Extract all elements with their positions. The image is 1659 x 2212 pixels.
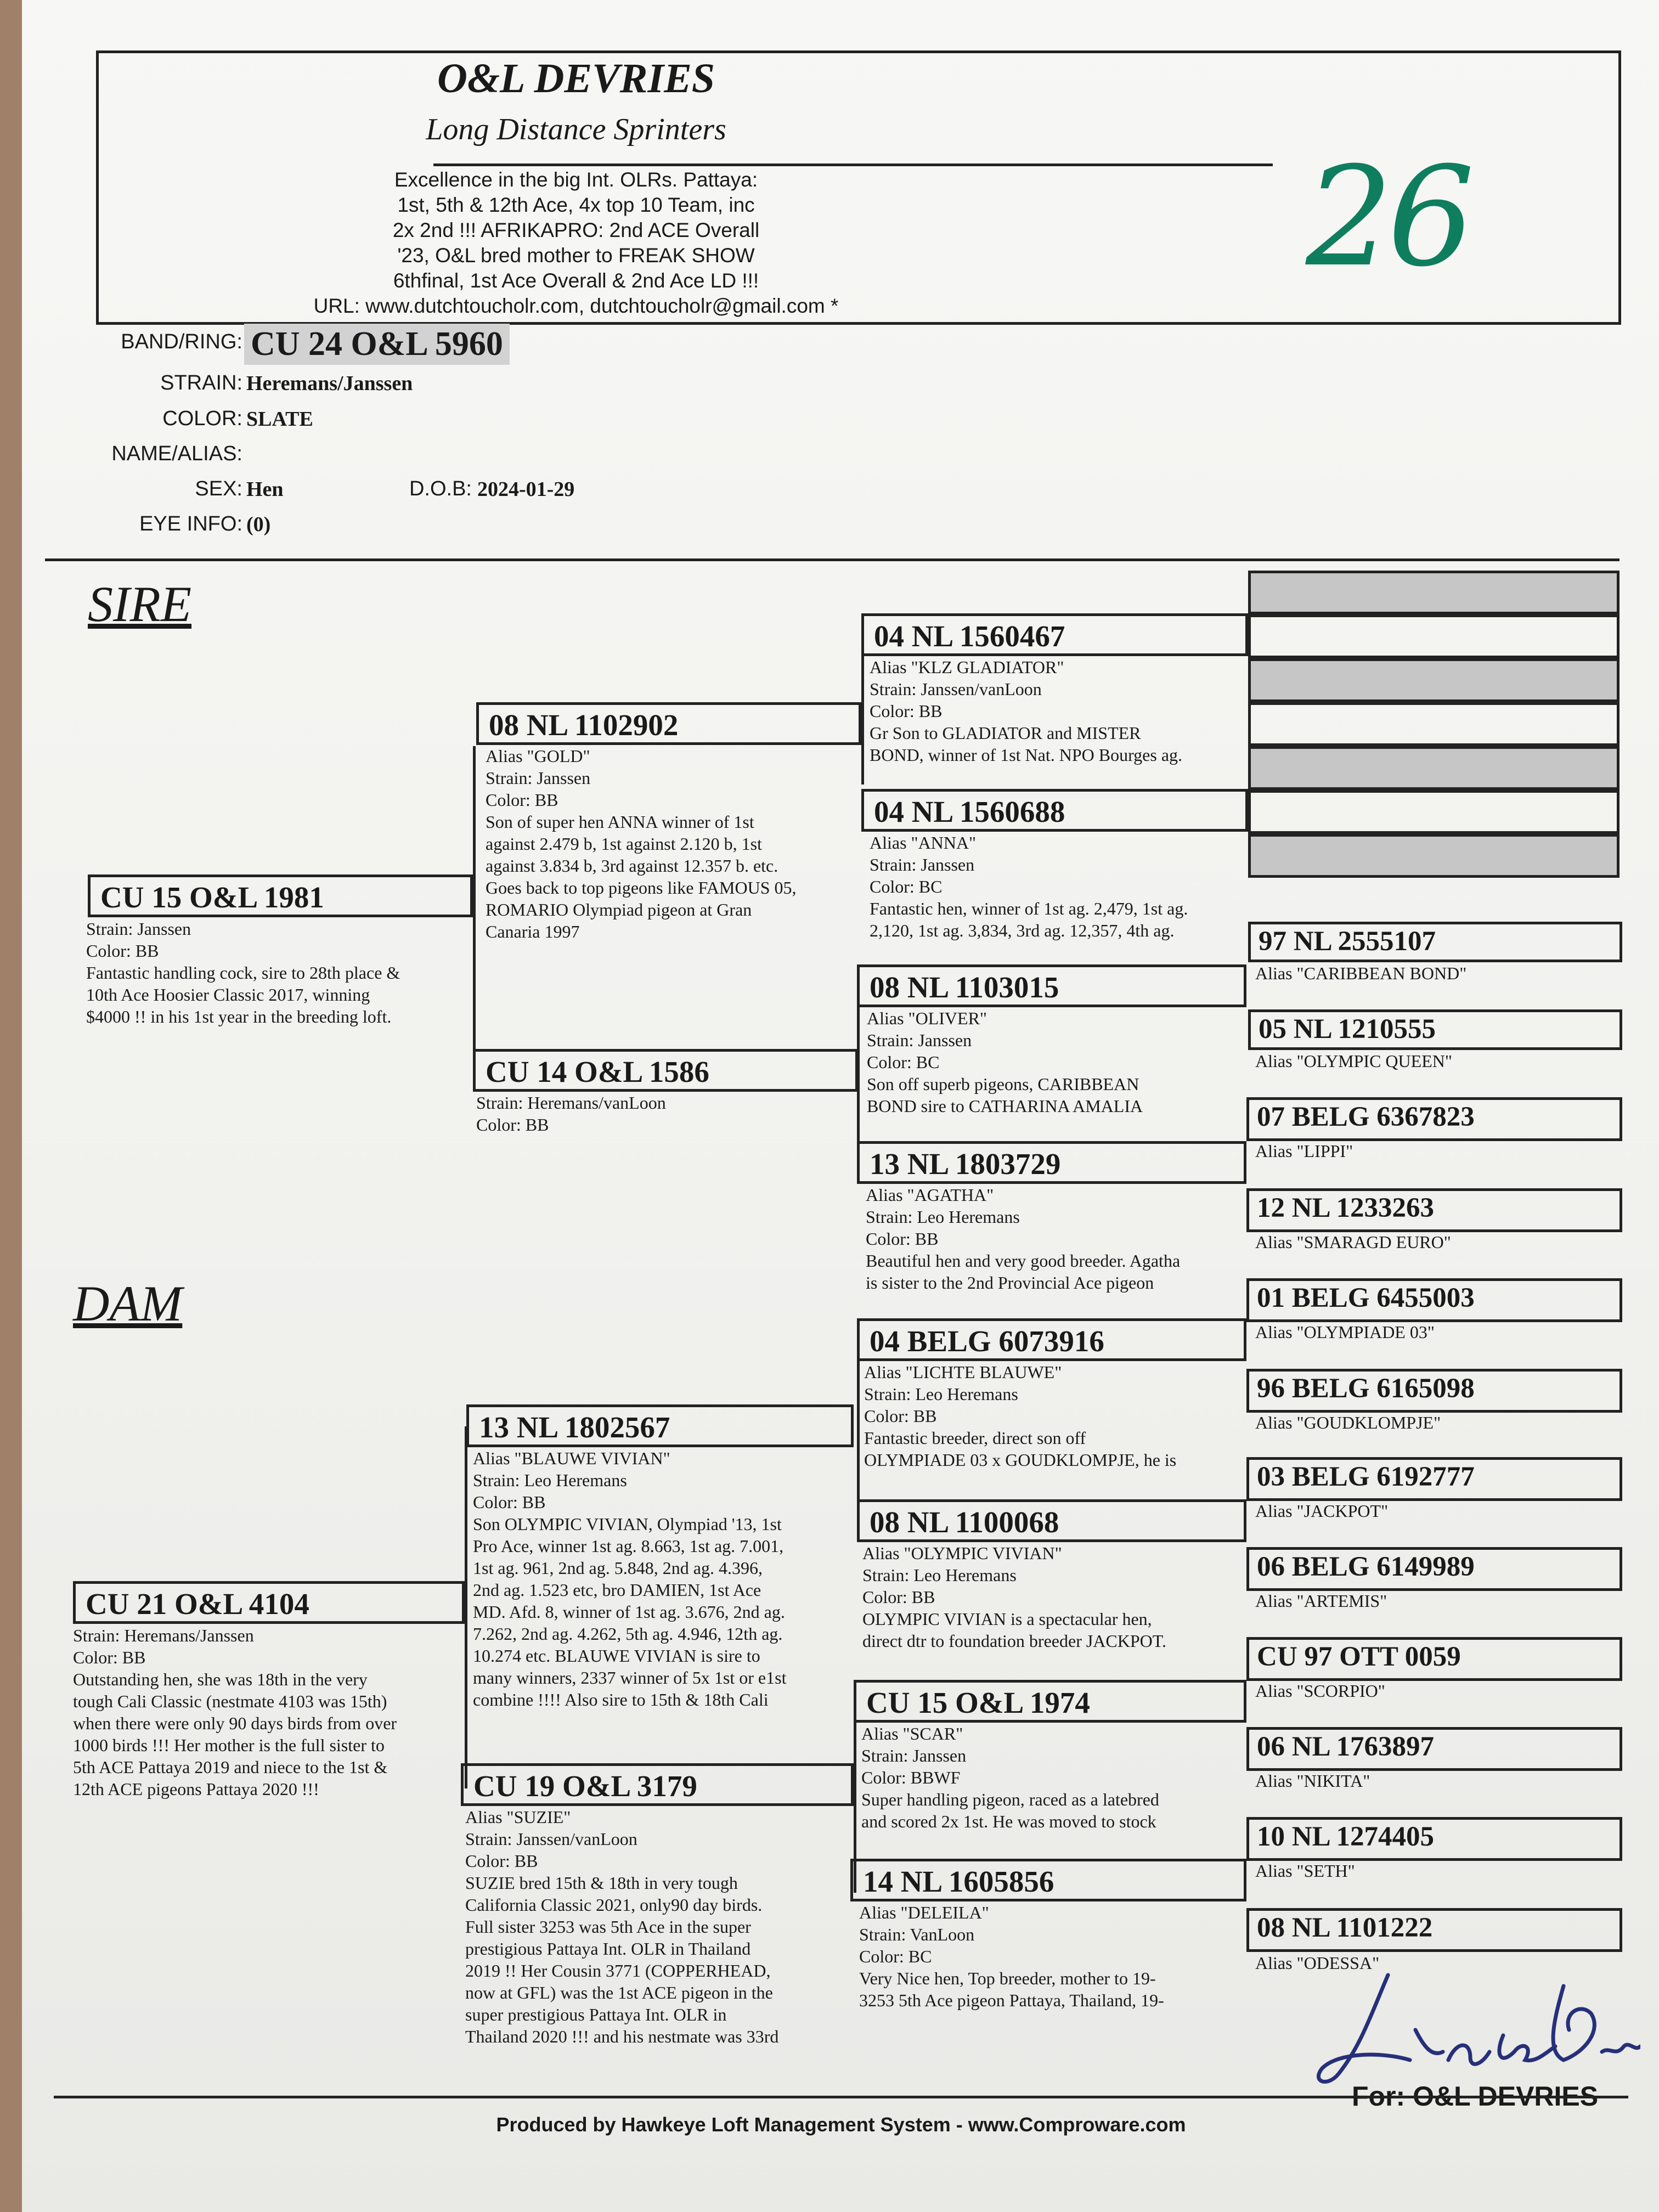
ggp-info-line: Color: BB (862, 1587, 935, 1607)
dob-label: D.O.B: (409, 477, 472, 500)
gp-info-line: Goes back to top pigeons like FAMOUS 05, (486, 878, 797, 898)
ggp-info-line: Alias "OLYMPIC VIVIAN" (862, 1543, 1062, 1563)
dam-info-line: Outstanding hen, she was 18th in the very (73, 1669, 368, 1689)
ggp-info-line: Strain: Janssen (867, 1030, 972, 1050)
subject-sex: Hen (246, 478, 284, 501)
gp-ss-band: 08 NL 1102902 (489, 708, 679, 742)
gggp-alias: Alias "ARTEMIS" (1255, 1591, 1387, 1611)
gp-info-line: Strain: Janssen/vanLoon (465, 1829, 637, 1849)
gp-info-line: Alias "GOLD" (486, 746, 590, 766)
gggp-band: 10 NL 1274405 (1257, 1821, 1435, 1852)
name-alias-label: NAME/ALIAS: (111, 442, 242, 465)
ggp-info-line: Color: BB (870, 701, 943, 721)
gggp-alias: Alias "GOUDKLOMPJE" (1255, 1413, 1441, 1432)
gggp-band-box (1246, 1727, 1622, 1771)
empty-ancestor-box (1248, 834, 1620, 878)
gggp-band: 06 NL 1763897 (1257, 1731, 1435, 1762)
gp-info-line: Color: BB (486, 790, 558, 810)
ggp-band: CU 15 O&L 1974 (866, 1686, 1090, 1719)
sire-info-line: 10th Ace Hoosier Classic 2017, winning (86, 985, 370, 1005)
gp-info-line: SUZIE bred 15th & 18th in very tough (465, 1873, 738, 1893)
gggp-alias: Alias "LIPPI" (1255, 1141, 1353, 1161)
empty-ancestor-box (1248, 658, 1620, 702)
gggp-band: 07 BELG 6367823 (1257, 1102, 1475, 1132)
tagline: Long Distance Sprinters (426, 112, 726, 146)
ggp-info-line: Strain: Leo Heremans (866, 1207, 1020, 1227)
empty-ancestor-box (1248, 614, 1620, 658)
signature-image (1306, 1964, 1640, 2090)
sire-band-box (88, 874, 473, 917)
gggp-band-box (1246, 1908, 1622, 1952)
gp-info-line: Alias "SUZIE" (465, 1807, 571, 1827)
ggp-band-box (850, 1859, 1246, 1901)
gggp-band-box (1246, 1457, 1622, 1501)
header-blurb-line: '23, O&L bred mother to FREAK SHOW (397, 244, 755, 267)
gp-info-line: Son of super hen ANNA winner of 1st (486, 812, 754, 832)
ggp-band-box (857, 1141, 1246, 1184)
gggp-band: 08 NL 1101222 (1257, 1912, 1433, 1943)
gggp-band: 12 NL 1233263 (1257, 1193, 1435, 1223)
ggp-info-line: Color: BB (864, 1406, 937, 1426)
gp-info-line: 1st ag. 961, 2nd ag. 5.848, 2nd ag. 4.396, (473, 1558, 763, 1578)
subject-dob: 2024-01-29 (477, 478, 575, 501)
header-blurb-line: Excellence in the big Int. OLRs. Pattaya: (394, 168, 758, 191)
ggp-band-box (857, 1318, 1246, 1361)
ggp-band-box (857, 1499, 1246, 1542)
ggp-band: 04 NL 1560467 (874, 619, 1065, 653)
gggp-alias: Alias "OLYMPIC QUEEN" (1255, 1051, 1452, 1071)
gggp-alias: Alias "ODESSA" (1255, 1953, 1380, 1973)
gggp-band: 96 BELG 6165098 (1257, 1373, 1475, 1404)
color-label: COLOR: (162, 407, 242, 430)
dam-info-line: 5th ACE Pattaya 2019 and niece to the 1st & (73, 1757, 388, 1777)
ggp-info (870, 656, 1182, 766)
gggp-alias: Alias "JACKPOT" (1255, 1501, 1389, 1521)
subject-eye-info: (0) (246, 513, 271, 536)
ggp-info-line: Alias "DELEILA" (859, 1903, 989, 1922)
for-breeder-line: For: O&L DEVRIES (1352, 2081, 1599, 2112)
gggp-band-box (1246, 1817, 1622, 1861)
ggp-info-line: direct dtr to foundation breeder JACKPOT. (862, 1631, 1166, 1651)
gggp-band-box (1246, 1188, 1622, 1232)
ggp-info-line: OLYMPIADE 03 x GOUDKLOMPJE, he is (864, 1450, 1177, 1470)
gggp-alias: Alias "SMARAGD EURO" (1255, 1232, 1451, 1252)
empty-ancestor-box (1248, 790, 1620, 834)
gp-info-line: Color: BB (465, 1851, 538, 1871)
gggp-band: 05 NL 1210555 (1259, 1014, 1436, 1045)
gggp-alias: Alias "CARIBBEAN BOND" (1255, 963, 1467, 983)
ggp-band-box (861, 789, 1248, 832)
sire-info-line: Strain: Janssen (86, 919, 191, 939)
ggp-info-line: is sister to the 2nd Provincial Ace pigeon (866, 1273, 1154, 1293)
gp-info-line: Strain: Janssen (486, 768, 591, 788)
gggp-band: CU 97 OTT 0059 (1257, 1641, 1461, 1672)
gp-ds-info (473, 1447, 786, 1711)
empty-ancestor-box (1248, 746, 1620, 790)
ggp-info (861, 1723, 1159, 1832)
gp-dd-band-box (461, 1763, 854, 1806)
gggp-alias: Alias "SETH" (1255, 1861, 1355, 1881)
ggp-info-line: Strain: VanLoon (859, 1925, 975, 1944)
gp-sd-band-box (473, 1049, 858, 1092)
ggp-info-line: Fantastic breeder, direct son off (864, 1428, 1086, 1448)
subject-color: SLATE (246, 408, 313, 431)
ggp-info-line: Alias "AGATHA" (866, 1185, 994, 1205)
gp-info-line: California Classic 2021, only90 day birds. (465, 1895, 763, 1915)
ggp-info (864, 1361, 1176, 1471)
sire-band: CU 15 O&L 1981 (100, 881, 324, 914)
gggp-alias: Alias "NIKITA" (1255, 1771, 1370, 1791)
gp-info-line: Alias "BLAUWE VIVIAN" (473, 1448, 670, 1468)
gp-sd-info (476, 1092, 666, 1136)
header-blurb-line: 6thfinal, 1st Ace Overall & 2nd Ace LD !!! (393, 269, 759, 292)
sire-heading: SIRE (88, 576, 192, 632)
ggp-info-line: Strain: Leo Heremans (864, 1384, 1018, 1404)
footer-divider (54, 2096, 1628, 2098)
ggp-band: 08 NL 1103015 (870, 970, 1059, 1004)
subject-strain: Heremans/Janssen (246, 372, 413, 395)
gp-info-line: Strain: Leo Heremans (473, 1470, 627, 1490)
gp-info-line: Full sister 3253 was 5th Ace in the super (465, 1917, 751, 1937)
header-blurb-line: 1st, 5th & 12th Ace, 4x top 10 Team, inc (397, 194, 755, 216)
gp-info-line: against 3.834 b, 3rd against 12.357 b. etc. (486, 856, 778, 876)
ggp-info-line: Beautiful hen and very good breeder. Agatha (866, 1251, 1181, 1271)
gggp-alias: Alias "SCORPIO" (1255, 1681, 1385, 1701)
ggp-band: 04 BELG 6073916 (870, 1324, 1104, 1358)
ggp-info (859, 1901, 1164, 2011)
gp-info-line: MD. Afd. 8, winner of 1st ag. 3.676, 2nd ag. (473, 1602, 785, 1622)
ggp-info-line: 3253 5th Ace pigeon Pattaya, Thailand, 19- (859, 1990, 1164, 2010)
gp-ss-info (486, 745, 796, 943)
gggp-band: 97 NL 2555107 (1259, 926, 1436, 957)
dam-info-line: when there were only 90 days birds from over (73, 1713, 397, 1733)
ggp-info (870, 832, 1188, 941)
gp-dd-info (465, 1806, 778, 2047)
gp-info-line: Canaria 1997 (486, 922, 580, 941)
sire-info-line: Color: BB (86, 941, 159, 961)
gp-info-line: against 2.479 b, 1st against 2.120 b, 1st (486, 834, 762, 854)
produced-by-footer: Produced by Hawkeye Loft Management System - www.Comproware.com (496, 2113, 1186, 2136)
handwritten-number: 26 (1306, 137, 1470, 297)
ggp-info-line: Very Nice hen, Top breeder, mother to 19- (859, 1968, 1156, 1988)
ggp-info (867, 1007, 1143, 1117)
ggp-band: 08 NL 1100068 (870, 1505, 1059, 1539)
gggp-alias: Alias "OLYMPIADE 03" (1255, 1322, 1435, 1342)
ggp-band-box (854, 1680, 1246, 1723)
gp-ss-band-box (476, 702, 861, 745)
dam-info-line: Color: BB (73, 1647, 146, 1667)
connector-line (465, 1426, 467, 1788)
dam-band: CU 21 O&L 4104 (86, 1587, 309, 1621)
ggp-info-line: Strain: Janssen/vanLoon (870, 679, 1042, 699)
gp-info-line: 7.262, 2nd ag. 4.262, 5th ag. 4.946, 12th ag. (473, 1624, 783, 1644)
title-divider (433, 163, 1273, 166)
ggp-info-line: Strain: Janssen (861, 1746, 967, 1765)
eye-info-label: EYE INFO: (139, 512, 242, 535)
gggp-band-box (1246, 1278, 1622, 1322)
ggp-band-box (857, 964, 1246, 1007)
ggp-info (862, 1542, 1166, 1652)
ggp-info-line: OLYMPIC VIVIAN is a spectacular hen, (862, 1609, 1152, 1629)
ggp-info-line: Strain: Janssen (870, 855, 975, 874)
empty-ancestor-box (1248, 571, 1620, 614)
ggp-info-line: Alias "LICHTE BLAUWE" (864, 1362, 1062, 1382)
ggp-info-line: Gr Son to GLADIATOR and MISTER (870, 723, 1141, 743)
gp-info-line: combine !!!! Also sire to 15th & 18th Cali (473, 1690, 769, 1709)
gp-info-line: 2019 !! Her Cousin 3771 (COPPERHEAD, (465, 1961, 771, 1980)
gp-info-line: Color: BB (473, 1492, 546, 1512)
gp-info-line: many winners, 2337 winner of 5x 1st or e1st (473, 1668, 787, 1688)
ggp-info-line: Strain: Leo Heremans (862, 1565, 1017, 1585)
sire-info-line: Fantastic handling cock, sire to 28th place & (86, 963, 400, 983)
ggp-info-line: Color: BC (859, 1946, 932, 1966)
dam-info-line: tough Cali Classic (nestmate 4103 was 15th) (73, 1691, 387, 1711)
gp-info-line: Color: BB (476, 1115, 549, 1135)
dam-info-line: 1000 birds !!! Her mother is the full sister to (73, 1735, 385, 1755)
ggp-band: 04 NL 1560688 (874, 795, 1065, 828)
gp-info-line: Son OLYMPIC VIVIAN, Olympiad '13, 1st (473, 1514, 782, 1534)
ggp-info-line: Son off superb pigeons, CARIBBEAN (867, 1074, 1139, 1094)
gp-info-line: ROMARIO Olympiad pigeon at Gran (486, 900, 752, 919)
ggp-info-line: and scored 2x 1st. He was moved to stock (861, 1812, 1156, 1831)
dam-info-line: 12th ACE pigeons Pattaya 2020 !!! (73, 1779, 319, 1799)
gp-ds-band: 13 NL 1802567 (479, 1410, 670, 1444)
gp-info-line: Thailand 2020 !!! and his nestmate was 33rd (465, 2027, 779, 2046)
dam-heading: DAM (73, 1276, 183, 1331)
band-label: BAND/RING: (121, 330, 242, 353)
ggp-info-line: Color: BC (867, 1052, 940, 1072)
breeder-name: O&L DEVRIES (437, 55, 715, 101)
gggp-band: 03 BELG 6192777 (1257, 1462, 1475, 1492)
ggp-info-line: Alias "KLZ GLADIATOR" (870, 657, 1064, 677)
dam-band-box (73, 1581, 465, 1624)
empty-ancestor-box (1248, 702, 1620, 746)
ggp-info-line: Alias "ANNA" (870, 833, 977, 853)
gp-sd-band: CU 14 O&L 1586 (486, 1055, 709, 1088)
ggp-info-line: Color: BBWF (861, 1768, 961, 1787)
ggp-band-box (861, 613, 1248, 656)
ggp-band: 13 NL 1803729 (870, 1147, 1061, 1181)
gggp-band: 01 BELG 6455003 (1257, 1283, 1475, 1313)
gggp-band: 06 BELG 6149989 (1257, 1551, 1475, 1582)
section-divider (45, 558, 1620, 561)
gp-info-line: Strain: Heremans/vanLoon (476, 1093, 666, 1113)
gggp-band-box (1248, 922, 1622, 962)
ggp-band: 14 NL 1605856 (863, 1865, 1054, 1898)
ggp-info-line: Alias "SCAR" (861, 1724, 963, 1743)
ggp-info-line: BOND sire to CATHARINA AMALIA (867, 1096, 1143, 1116)
header-blurb-line: 2x 2nd !!! AFRIKAPRO: 2nd ACE Overall (392, 219, 760, 241)
gp-ds-band-box (466, 1404, 854, 1447)
sex-label: SEX: (195, 477, 242, 500)
gp-dd-band: CU 19 O&L 3179 (473, 1769, 697, 1803)
ggp-info-line: BOND, winner of 1st Nat. NPO Bourges ag. (870, 745, 1183, 765)
ggp-info (866, 1184, 1180, 1294)
gp-info-line: super prestigious Pattaya Int. OLR in (465, 2005, 727, 2024)
gggp-band-box (1246, 1097, 1622, 1141)
ggp-info-line: Fantastic hen, winner of 1st ag. 2,479, 1st ag. (870, 899, 1188, 918)
ggp-info-line: Color: BC (870, 877, 943, 896)
gp-info-line: prestigious Pattaya Int. OLR in Thailand (465, 1939, 751, 1959)
strain-label: STRAIN: (160, 371, 242, 394)
gp-info-line: Pro Ace, winner 1st ag. 8.663, 1st ag. 7.001, (473, 1536, 784, 1556)
gp-info-line: 10.274 etc. BLAUWE VIVIAN is sire to (473, 1646, 760, 1666)
subject-band: CU 24 O&L 5960 (244, 324, 510, 365)
sire-info (86, 918, 400, 1028)
gggp-band-box (1246, 1547, 1622, 1591)
gggp-band-box (1246, 1637, 1622, 1681)
gp-info-line: 2nd ag. 1.523 etc, bro DAMIEN, 1st Ace (473, 1580, 761, 1600)
gp-info-line: now at GFL) was the 1st ACE pigeon in the (465, 1983, 773, 2002)
ggp-info-line: Super handling pigeon, raced as a latebred (861, 1790, 1159, 1809)
ggp-info-line: 2,120, 1st ag. 3,834, 3rd ag. 12,357, 4th ag. (870, 921, 1175, 940)
header-url-line: URL: www.dutchtoucholr.com, dutchtoucholr@gmail.com * (313, 295, 839, 317)
gggp-band-box (1248, 1009, 1622, 1050)
ggp-info-line: Color: BB (866, 1229, 939, 1249)
ggp-info-line: Alias "OLIVER" (867, 1008, 987, 1028)
connector-line (473, 746, 476, 1092)
gggp-band-box (1246, 1369, 1622, 1413)
dam-info (73, 1624, 397, 1800)
dam-info-line: Strain: Heremans/Janssen (73, 1626, 254, 1645)
sire-info-line: $4000 !! in his 1st year in the breeding loft. (86, 1007, 392, 1026)
